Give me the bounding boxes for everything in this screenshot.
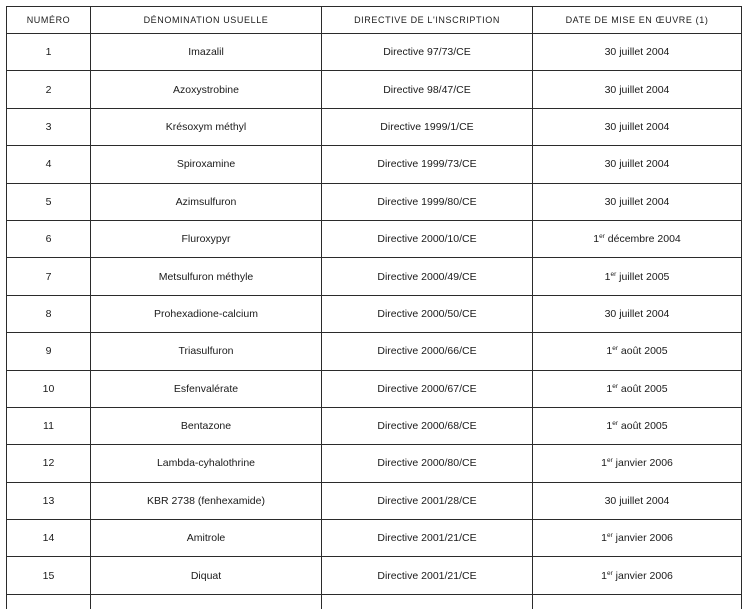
directive-ref: Directive 1999/1/CE (322, 108, 533, 145)
empty-cell (322, 594, 533, 609)
row-number: 1 (7, 34, 91, 71)
row-number: 3 (7, 108, 91, 145)
header-denomination: DÉNOMINATION USUELLE (91, 7, 322, 34)
date-text: 1 (604, 270, 611, 283)
directive-ref: Directive 2000/66/CE (322, 333, 533, 370)
directive-ref: Directive 1999/73/CE (322, 146, 533, 183)
directive-ref: Directive 2000/68/CE (322, 407, 533, 444)
date-text: 30 juillet 2004 (604, 494, 670, 507)
table-row (7, 407, 742, 444)
table-row (7, 333, 742, 370)
table-row-partial (7, 594, 742, 609)
directive-ref: Directive 2001/28/CE (322, 482, 533, 519)
header-row (7, 7, 742, 34)
row-number: 5 (7, 183, 91, 220)
substance-name: Fluroxypyr (91, 220, 322, 257)
date-text: 1 (601, 569, 607, 582)
implementation-date (533, 220, 742, 257)
row-number: 12 (7, 445, 91, 482)
date-ordinal-suffix: er (599, 233, 605, 241)
header-directive: DIRECTIVE DE L'INSCRIPTION (322, 7, 533, 34)
implementation-date (533, 520, 742, 557)
date-text: 1 (606, 382, 613, 395)
directive-ref: Directive 2001/21/CE (322, 520, 533, 557)
date-text-rest: août 2005 (617, 345, 668, 358)
date-text-rest: janvier 2006 (612, 569, 673, 582)
directive-ref: Directive 97/73/CE (322, 34, 533, 71)
empty-cell (91, 594, 322, 609)
substance-name: Azoxystrobine (91, 71, 322, 108)
substance-name: Amitrole (91, 520, 322, 557)
implementation-date (533, 370, 742, 407)
date-ordinal-suffix: er (612, 345, 618, 353)
implementation-date (533, 258, 742, 295)
row-number: 4 (7, 146, 91, 183)
implementation-date (533, 183, 742, 220)
implementation-date (533, 71, 742, 108)
directive-ref: Directive 2000/67/CE (322, 370, 533, 407)
substance-name: Imazalil (91, 34, 322, 71)
date-text-rest: janvier 2006 (612, 532, 673, 545)
table-body (7, 34, 742, 609)
row-number: 13 (7, 482, 91, 519)
date-text-rest: janvier 2006 (612, 457, 673, 470)
substance-name: Azimsulfuron (91, 183, 322, 220)
implementation-date (533, 146, 742, 183)
date-ordinal-suffix: er (606, 569, 613, 577)
table-row (7, 146, 742, 183)
implementation-date (533, 333, 742, 370)
directive-ref: Directive 2000/10/CE (322, 220, 533, 257)
table-row (7, 220, 742, 257)
date-ordinal-suffix: er (606, 457, 613, 465)
implementation-date (533, 407, 742, 444)
substance-name: Prohexadione-calcium (91, 295, 322, 332)
header-date: DATE DE MISE EN ŒUVRE (1) (533, 7, 742, 34)
substance-name: Bentazone (91, 407, 322, 444)
date-text: 30 juillet 2004 (604, 307, 670, 320)
empty-cell (533, 594, 742, 609)
table-row (7, 183, 742, 220)
header-numero: NUMÉRO (7, 7, 91, 34)
substance-name: Krésoxym méthyl (91, 108, 322, 145)
substance-name: Esfenvalérate (91, 370, 322, 407)
date-ordinal-suffix: er (612, 420, 618, 428)
directive-ref: Directive 2000/49/CE (322, 258, 533, 295)
table-row (7, 445, 742, 482)
date-text-rest: août 2005 (617, 420, 668, 433)
date-text: 1 (601, 532, 607, 545)
row-number: 14 (7, 520, 91, 557)
implementation-date (533, 108, 742, 145)
date-text-rest: décembre 2004 (604, 233, 681, 246)
implementation-date (533, 557, 742, 594)
table-row (7, 258, 742, 295)
date-ordinal-suffix: er (610, 270, 617, 278)
date-text: 1 (606, 345, 613, 358)
date-text-rest: août 2005 (617, 382, 668, 395)
row-number: 9 (7, 333, 91, 370)
directive-ref: Directive 2001/21/CE (322, 557, 533, 594)
directive-ref: Directive 2000/50/CE (322, 295, 533, 332)
substance-name: Lambda-cyhalothrine (91, 445, 322, 482)
table-row (7, 370, 742, 407)
table-row (7, 557, 742, 594)
directive-ref: Directive 98/47/CE (322, 71, 533, 108)
implementation-date (533, 295, 742, 332)
table-row (7, 295, 742, 332)
substance-name: Spiroxamine (91, 146, 322, 183)
table-row (7, 482, 742, 519)
date-ordinal-suffix: er (612, 382, 618, 390)
substances-table (6, 6, 742, 609)
row-number: 8 (7, 295, 91, 332)
date-text: 30 juillet 2004 (604, 195, 670, 208)
row-number: 10 (7, 370, 91, 407)
date-text: 30 juillet 2004 (604, 120, 670, 133)
substance-name: KBR 2738 (fenhexamide) (91, 482, 322, 519)
date-text: 30 juillet 2004 (604, 83, 670, 96)
date-text: 30 juillet 2004 (604, 158, 670, 171)
date-text: 1 (593, 233, 600, 246)
row-number: 7 (7, 258, 91, 295)
table-row (7, 520, 742, 557)
substance-name: Diquat (91, 557, 322, 594)
directive-ref: Directive 2000/80/CE (322, 445, 533, 482)
row-number: 2 (7, 71, 91, 108)
date-text: 1 (601, 457, 607, 470)
date-text: 1 (606, 420, 613, 433)
row-number: 15 (7, 557, 91, 594)
directive-ref: Directive 1999/80/CE (322, 183, 533, 220)
table-row (7, 34, 742, 71)
implementation-date (533, 445, 742, 482)
date-ordinal-suffix: er (606, 532, 613, 540)
date-text-rest: juillet 2005 (616, 270, 670, 283)
row-number: 6 (7, 220, 91, 257)
empty-cell (7, 594, 91, 609)
row-number: 11 (7, 407, 91, 444)
date-text: 30 juillet 2004 (604, 46, 670, 59)
substance-name: Triasulfuron (91, 333, 322, 370)
implementation-date (533, 34, 742, 71)
table-row (7, 108, 742, 145)
substance-name: Metsulfuron méthyle (91, 258, 322, 295)
implementation-date (533, 482, 742, 519)
table-row (7, 71, 742, 108)
